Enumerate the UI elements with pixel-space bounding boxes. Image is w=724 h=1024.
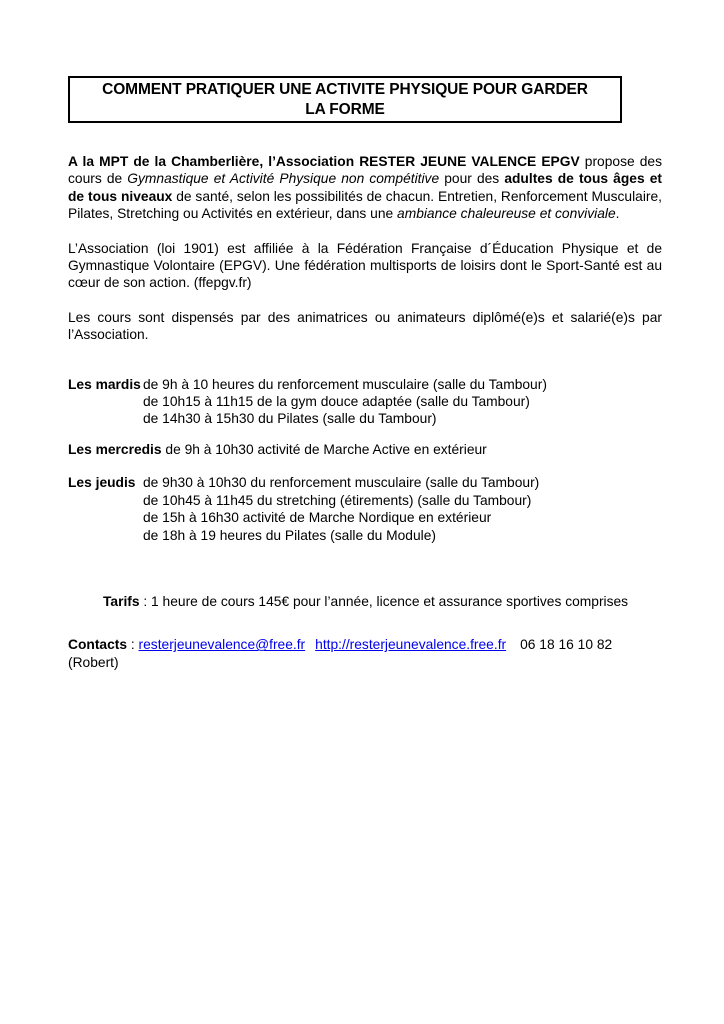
intro-text-4: . [615, 206, 620, 222]
day-label-mardis: Les mardis [68, 376, 141, 392]
schedule-line: de 9h à 10 heures du renforcement musculaire (salle du Tambour) [143, 376, 547, 392]
course-type-italic: Gymnastique et Activité Physique non compétitive [127, 171, 440, 187]
schedule-line: de 10h15 à 11h15 de la gym douce adaptée (salle du Tambour) [143, 394, 530, 410]
schedule-line: de 14h30 à 15h30 du Pilates (salle du Tambour) [143, 411, 437, 427]
intro-paragraph [68, 153, 662, 223]
day-label-jeudis: Les jeudis [68, 475, 136, 491]
schedule-jeudis-lines [143, 474, 662, 544]
schedule-line: de 9h30 à 10h30 du renforcement musculaire (salle du Tambour) [143, 475, 540, 491]
intro-text-1: propose des cours de [68, 154, 662, 187]
schedule-mercredis [68, 441, 662, 458]
schedule-line: de 15h à 16h30 activité de Marche Nordique en extérieur [143, 510, 492, 526]
title-box [68, 76, 622, 123]
phone-number: 06 18 16 10 82 (Robert) [68, 637, 613, 670]
instructors-paragraph: Les cours sont dispensés par des animatrices ou animateurs diplômé(e)s et salarié(e)s par l’Association. [68, 309, 662, 343]
contacts-label: Contacts [68, 637, 128, 653]
association-name-bold: A la MPT de la Chamberlière, l’Association RESTER JEUNE VALENCE EPGV [68, 154, 580, 169]
website-link[interactable]: http://resterjeunevalence.free.fr [315, 637, 507, 653]
schedule-line: de 18h à 19 heures du Pilates (salle du Module) [143, 527, 436, 543]
schedule-line: de 10h45 à 11h45 du stretching (étirements) (salle du Tambour) [143, 492, 532, 508]
schedule-jeudis [68, 474, 662, 544]
contacts-line [68, 636, 662, 671]
document-title-line2: LA FORME [305, 100, 385, 118]
intro-text-2: pour des [439, 171, 505, 187]
schedule-mardis [68, 376, 662, 428]
ambiance-italic: ambiance chaleureuse et conviviale [397, 206, 616, 222]
tarifs-text: : 1 heure de cours 145€ pour l’année, licence et assurance sportives comprises [139, 593, 629, 609]
contacts-separator: : [127, 637, 139, 653]
tarifs-label: Tarifs [103, 593, 140, 609]
tarifs-line [68, 593, 662, 610]
schedule-line: de 9h à 10h30 activité de Marche Active en extérieur [161, 441, 487, 457]
email-link[interactable]: resterjeunevalence@free.fr [138, 637, 306, 653]
intro-text-3: de santé, selon les possibilités de chacun. Entretien, Renforcement Musculaire, Pilates, Stretching ou Activités en extérieur, dans une [68, 188, 662, 222]
audience-bold: adultes de tous âges et de tous niveaux [68, 171, 662, 204]
day-label-mercredis: Les mercredis [68, 441, 162, 457]
document-title-line1: COMMENT PRATIQUER UNE ACTIVITE PHYSIQUE POUR GARDER [102, 81, 588, 98]
schedule-mardis-lines [143, 376, 662, 428]
affiliation-paragraph: L’Association (loi 1901) est affiliée à la Fédération Française d´Éducation Physique et de Gymnastique Volontaire (EPGV). Une fédération multisports de loisirs dont le Sport-Santé est au cœur de son action. (ffepgv.fr) [68, 240, 662, 291]
